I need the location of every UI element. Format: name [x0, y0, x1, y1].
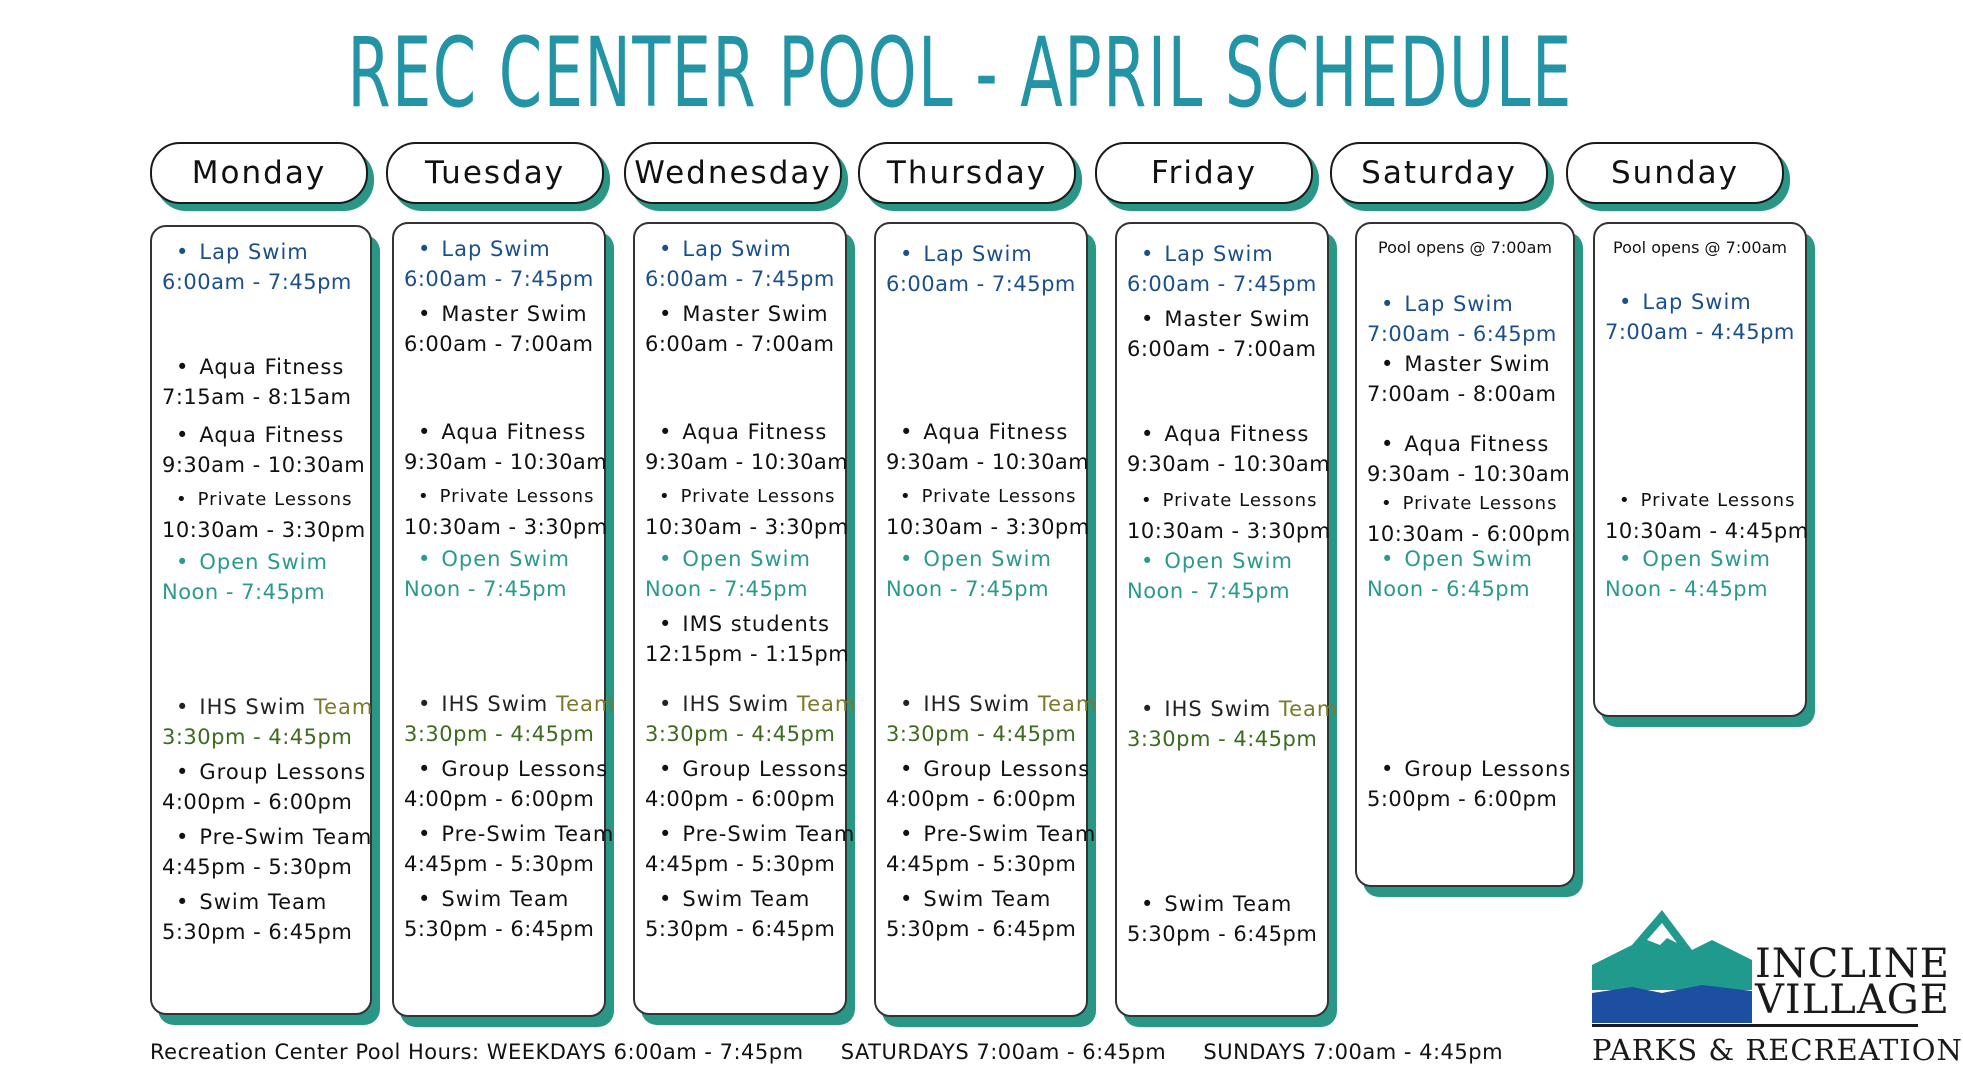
schedule-entry	[394, 819, 615, 879]
activity-time: 4:45pm - 5:30pm	[886, 852, 1077, 876]
activity-name: • Swim Team	[162, 887, 362, 917]
schedule-entry	[1357, 429, 1573, 489]
activity-name: • Open Swim	[1127, 546, 1319, 576]
logo-text-village: VILLAGE	[1755, 977, 1950, 1023]
schedule-entry	[394, 482, 608, 542]
activity-name: • Lap Swim	[886, 239, 1078, 269]
activity-time: 9:30am - 10:30am	[1367, 462, 1571, 486]
saturday-hours: SATURDAYS 7:00am - 6:45pm	[840, 1040, 1167, 1064]
schedule-entry	[394, 299, 604, 359]
schedule-entry	[876, 884, 1086, 944]
activity-name: • Master Swim	[1127, 304, 1319, 334]
activity-name: • Lap Swim	[645, 234, 837, 264]
schedule-entry	[635, 609, 850, 669]
activity-name: • IMS students	[645, 609, 837, 639]
day-column-wednesday	[633, 222, 857, 1015]
activity-time: 10:30am - 3:30pm	[162, 518, 366, 542]
activity-time: 6:00am - 7:00am	[404, 332, 594, 356]
schedule-entry	[635, 689, 857, 749]
activity-time: 7:00am - 4:45pm	[1605, 320, 1795, 344]
activity-name: • Lap Swim	[162, 237, 362, 267]
activity-time: 4:00pm - 6:00pm	[404, 787, 595, 811]
activity-name: • Group Lessons	[162, 757, 362, 787]
day-column-saturday	[1355, 222, 1575, 887]
activity-name: • Open Swim	[404, 544, 596, 574]
activity-time: 5:00pm - 6:00pm	[1367, 787, 1558, 811]
pool-hours-footer	[150, 1040, 1533, 1064]
activity-name: • Open Swim	[645, 544, 837, 574]
activity-time: 5:30pm - 6:45pm	[404, 917, 595, 941]
activity-time: 9:30am - 10:30am	[886, 450, 1090, 474]
activity-name: • Group Lessons	[886, 754, 1078, 784]
activity-time: 9:30am - 10:30am	[1127, 452, 1331, 476]
activity-time: 9:30am - 10:30am	[162, 453, 366, 477]
schedule-entry	[876, 544, 1086, 604]
activity-name: • IHS Swim Team	[886, 689, 1078, 719]
logo-text-parks: PARKS & RECREATION	[1592, 1033, 1963, 1067]
schedule-entry	[1117, 694, 1339, 754]
page-title: REC CENTER POOL - APRIL SCHEDULE	[347, 17, 1573, 129]
activity-time: 12:15pm - 1:15pm	[645, 642, 850, 666]
activity-time: 4:45pm - 5:30pm	[645, 852, 836, 876]
schedule-entry	[1595, 287, 1805, 347]
schedule-entry	[394, 689, 616, 749]
schedule-entry	[1595, 544, 1805, 604]
day-column-tuesday	[392, 222, 616, 1017]
activity-time: 6:00am - 7:45pm	[404, 267, 594, 291]
schedule-entry	[1117, 419, 1331, 479]
activity-time: 3:30pm - 4:45pm	[1127, 727, 1318, 751]
schedule-entry	[152, 822, 373, 882]
activity-name: • Group Lessons	[1367, 754, 1565, 784]
activity-time: 9:30am - 10:30am	[404, 450, 608, 474]
schedule-entry	[394, 234, 604, 294]
activity-name: • Private Lessons	[1605, 486, 1797, 516]
schedule-entry	[394, 754, 609, 814]
activity-name: • Open Swim	[886, 544, 1078, 574]
activity-time: 6:00am - 7:00am	[1127, 337, 1317, 361]
schedule-entry	[394, 417, 608, 477]
schedule-entry	[394, 884, 604, 944]
activity-name: • IHS Swim Team	[1127, 694, 1319, 724]
schedule-entry	[635, 884, 845, 944]
activity-name: • Group Lessons	[645, 754, 837, 784]
activity-name: • Aqua Fitness	[162, 352, 362, 382]
activity-name: • Group Lessons	[404, 754, 596, 784]
activity-time: 10:30am - 6:00pm	[1367, 522, 1571, 546]
schedule-entry	[1357, 349, 1573, 409]
activity-time: 10:30am - 4:45pm	[1605, 519, 1809, 543]
schedule-entry	[152, 547, 370, 607]
day-header-tuesday: Tuesday	[386, 142, 604, 204]
activity-name: • Aqua Fitness	[1127, 419, 1319, 449]
schedule-entry	[1357, 489, 1573, 549]
activity-name: • Open Swim	[1605, 544, 1797, 574]
activity-time: 3:30pm - 4:45pm	[645, 722, 836, 746]
activity-time: 6:00am - 7:45pm	[886, 272, 1076, 296]
schedule-entry	[1117, 546, 1327, 606]
day-header-wednesday: Wednesday	[624, 142, 842, 204]
activity-name: • Aqua Fitness	[645, 417, 837, 447]
schedule-entry	[1357, 544, 1573, 604]
schedule-entry	[152, 485, 370, 545]
activity-name: • Private Lessons	[162, 485, 362, 515]
activity-name: • Private Lessons	[1367, 489, 1565, 519]
schedule-entry	[635, 754, 850, 814]
activity-name: • Aqua Fitness	[1367, 429, 1565, 459]
schedule-entry	[152, 692, 374, 752]
activity-name: • Open Swim	[162, 547, 362, 577]
activity-time: 10:30am - 3:30pm	[404, 515, 608, 539]
activity-time: 4:45pm - 5:30pm	[162, 855, 353, 879]
day-header-friday: Friday	[1095, 142, 1313, 204]
activity-time: Noon - 7:45pm	[645, 577, 809, 601]
activity-name: • Swim Team	[645, 884, 837, 914]
schedule-entry	[394, 544, 604, 604]
activity-name: • Lap Swim	[404, 234, 596, 264]
activity-time: 7:00am - 6:45pm	[1367, 322, 1557, 346]
schedule-entry	[1595, 486, 1809, 546]
activity-time: 6:00am - 7:00am	[645, 332, 835, 356]
logo-mountain-teal	[1592, 910, 1752, 990]
activity-name: • Private Lessons	[1127, 486, 1319, 516]
sunday-hours: SUNDAYS 7:00am - 4:45pm	[1203, 1040, 1504, 1064]
schedule-entry	[152, 420, 370, 480]
activity-time: 6:00am - 7:45pm	[162, 270, 352, 294]
activity-time: 5:30pm - 6:45pm	[645, 917, 836, 941]
activity-name: • Open Swim	[1367, 544, 1565, 574]
day-column-sunday	[1593, 222, 1807, 717]
pool-opens-note: Pool opens @ 7:00am	[1613, 238, 1787, 257]
activity-time: Noon - 7:45pm	[886, 577, 1050, 601]
schedule-entry	[635, 544, 845, 604]
activity-name: • Aqua Fitness	[162, 420, 362, 450]
schedule-entry	[635, 299, 845, 359]
activity-name: • IHS Swim Team	[404, 689, 596, 719]
activity-name: • Pre-Swim Team	[162, 822, 362, 852]
schedule-entry	[635, 819, 856, 879]
logo-divider	[1592, 1024, 1918, 1027]
activity-time: 4:45pm - 5:30pm	[404, 852, 595, 876]
schedule-entry	[876, 689, 1098, 749]
schedule-entry	[635, 417, 849, 477]
activity-name: • Lap Swim	[1367, 289, 1565, 319]
activity-name: • Swim Team	[886, 884, 1078, 914]
schedule-entry	[1117, 889, 1327, 949]
activity-time: 10:30am - 3:30pm	[1127, 519, 1331, 543]
day-column-thursday	[874, 222, 1098, 1017]
activity-name: • Lap Swim	[1127, 239, 1319, 269]
weekday-hours: Recreation Center Pool Hours: WEEKDAYS 6:00am - 7:45pm	[150, 1040, 804, 1064]
day-header-sunday: Sunday	[1566, 142, 1784, 204]
activity-name: • Master Swim	[404, 299, 596, 329]
activity-time: 6:00am - 7:45pm	[1127, 272, 1317, 296]
activity-time: 3:30pm - 4:45pm	[886, 722, 1077, 746]
activity-time: 4:00pm - 6:00pm	[645, 787, 836, 811]
activity-time: Noon - 4:45pm	[1605, 577, 1769, 601]
activity-name: • Swim Team	[1127, 889, 1319, 919]
schedule-entry	[1117, 239, 1327, 299]
schedule-entry	[635, 482, 849, 542]
schedule-entry	[1117, 486, 1331, 546]
activity-time: 3:30pm - 4:45pm	[404, 722, 595, 746]
activity-time: 7:15am - 8:15am	[162, 385, 352, 409]
activity-time: 10:30am - 3:30pm	[886, 515, 1090, 539]
schedule-entry	[152, 757, 370, 817]
activity-name: • IHS Swim Team	[162, 692, 362, 722]
activity-time: Noon - 7:45pm	[404, 577, 568, 601]
schedule-entry	[1357, 289, 1573, 349]
activity-time: 4:00pm - 6:00pm	[162, 790, 353, 814]
schedule-entry	[635, 234, 845, 294]
schedule-entry	[876, 239, 1086, 299]
activity-name: • Pre-Swim Team	[886, 819, 1078, 849]
schedule-entry	[876, 819, 1097, 879]
activity-name: • Pre-Swim Team	[645, 819, 837, 849]
activity-name: • IHS Swim Team	[645, 689, 837, 719]
schedule-entry	[876, 482, 1090, 542]
activity-name: • Aqua Fitness	[886, 417, 1078, 447]
activity-time: 3:30pm - 4:45pm	[162, 725, 353, 749]
schedule-entry	[1357, 754, 1573, 814]
schedule-entry	[152, 887, 370, 947]
activity-time: 4:00pm - 6:00pm	[886, 787, 1077, 811]
activity-time: Noon - 7:45pm	[1127, 579, 1291, 603]
activity-time: 5:30pm - 6:45pm	[1127, 922, 1318, 946]
activity-time: 6:00am - 7:45pm	[645, 267, 835, 291]
activity-time: Noon - 7:45pm	[162, 580, 326, 604]
pool-opens-note: Pool opens @ 7:00am	[1378, 238, 1552, 257]
activity-time: Noon - 6:45pm	[1367, 577, 1531, 601]
schedule-entry	[152, 237, 370, 297]
activity-name: • Pre-Swim Team	[404, 819, 596, 849]
activity-time: 10:30am - 3:30pm	[645, 515, 849, 539]
activity-time: 5:30pm - 6:45pm	[886, 917, 1077, 941]
day-column-monday	[150, 225, 372, 1015]
schedule-entry	[1117, 304, 1327, 364]
activity-name: • Master Swim	[1367, 349, 1565, 379]
activity-name: • Private Lessons	[886, 482, 1078, 512]
schedule-entry	[876, 754, 1091, 814]
schedule-entry	[152, 352, 370, 412]
day-header-thursday: Thursday	[858, 142, 1076, 204]
schedule-entry	[876, 417, 1090, 477]
activity-name: • Aqua Fitness	[404, 417, 596, 447]
logo-water-blue	[1592, 985, 1752, 1023]
activity-time: 9:30am - 10:30am	[645, 450, 849, 474]
activity-name: • Lap Swim	[1605, 287, 1797, 317]
activity-name: • Master Swim	[645, 299, 837, 329]
activity-name: • Private Lessons	[645, 482, 837, 512]
activity-name: • Swim Team	[404, 884, 596, 914]
day-header-saturday: Saturday	[1330, 142, 1548, 204]
day-column-friday	[1115, 222, 1339, 1017]
logo-text-incline: INCLINE	[1755, 941, 1950, 987]
activity-time: 5:30pm - 6:45pm	[162, 920, 353, 944]
activity-name: • Private Lessons	[404, 482, 596, 512]
day-header-monday: Monday	[150, 142, 368, 204]
activity-time: 7:00am - 8:00am	[1367, 382, 1557, 406]
